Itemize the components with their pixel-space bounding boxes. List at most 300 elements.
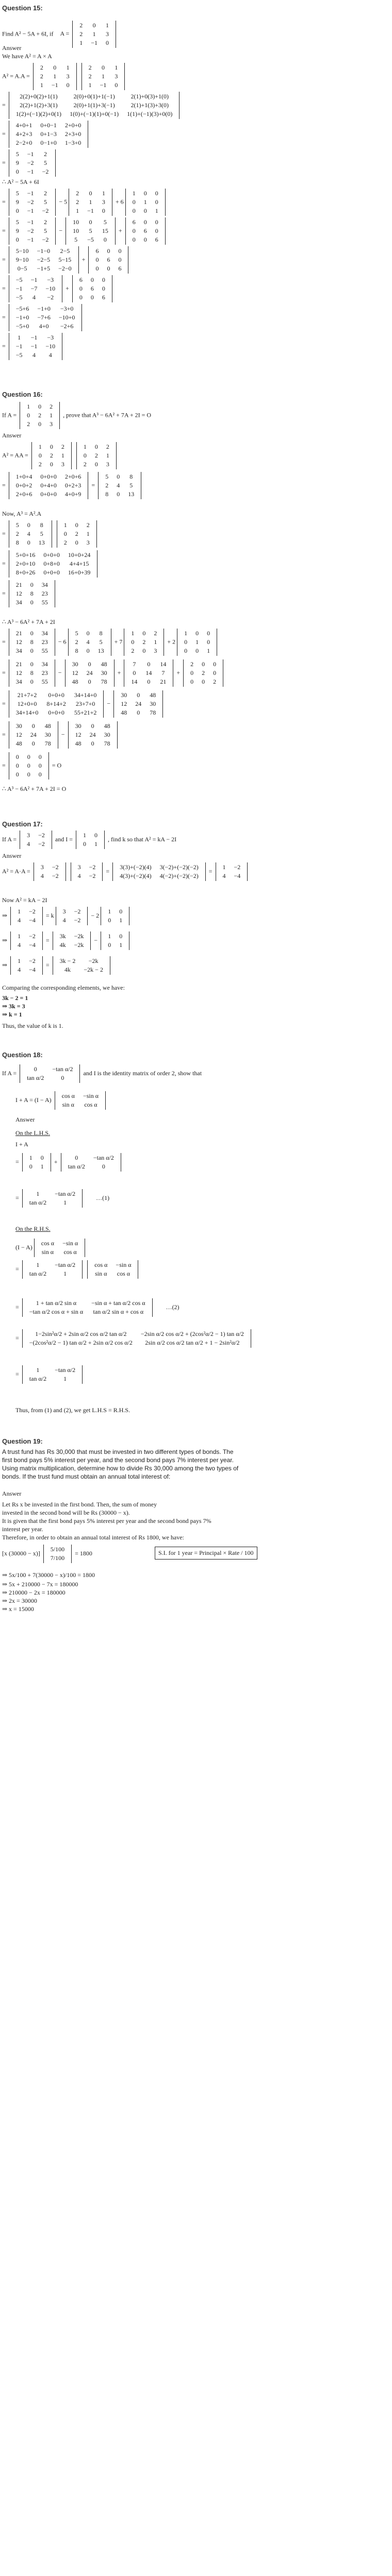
matrix-cell: 0+1−3 [40, 130, 57, 138]
matrix-cell: −1 [27, 168, 34, 175]
matrix-cell: 48 [44, 722, 51, 730]
matrix-cell: 23+7+0 [75, 700, 95, 707]
matrix-cell: 5 [103, 218, 107, 226]
matrix-cell: 2(2)+1(2)+3(1) [20, 101, 58, 109]
matrix-cell: cos α [63, 1248, 77, 1256]
q17-matrix-a-right [71, 862, 103, 881]
q19-ans-1: Let Rs x be invested in the first bond. Then, the sum of money [2, 1501, 157, 1508]
matrix-cell: 12 [15, 590, 22, 597]
q18-a-label: If A = [2, 1069, 17, 1077]
matrix-cell: 14 [131, 678, 138, 685]
matrix-cell: 4 [40, 872, 44, 879]
matrix-cell: 0 [38, 771, 42, 778]
q18-matrix-rot-2 [34, 1239, 85, 1257]
matrix-cell: 3 [106, 30, 109, 38]
matrix-cell: 8 [99, 630, 103, 637]
matrix-cell: 2+3+0 [64, 130, 81, 138]
matrix-cell: 0 [30, 599, 34, 606]
matrix-cell: −2 [27, 159, 34, 166]
q16-conclusion: ∴ A³ − 6A² + 7A + 2I = O [2, 785, 67, 792]
matrix-cell: tan α/2 [29, 1199, 47, 1206]
matrix-cell: 0 [30, 678, 34, 685]
matrix-cell: 1 [63, 521, 67, 529]
q16-matrix-square-3 [68, 629, 111, 656]
matrix-cell: 12 [75, 731, 81, 738]
q16-matrix-six-sq [65, 659, 115, 687]
matrix-cell: 0 [119, 933, 123, 940]
matrix-cell: 0 [31, 722, 35, 730]
matrix-cell: 0 [108, 917, 111, 924]
q16-step-expr: = 21 0 34 12 8 23 34 0 55 − 6 5 0 8 2 4 5 8 0 13 + 7 1 0 2 0 2 1 2 0 3 + 2 1 0 0 0 1 0 0 0 1 [2, 629, 219, 656]
q16-prompt [2, 402, 151, 429]
q18-lhs-label: On the L.H.S. [15, 1129, 50, 1137]
matrix-cell: 0 [147, 660, 151, 668]
matrix-cell: 55 [41, 599, 48, 606]
matrix-cell: 1 [222, 863, 226, 871]
matrix-cell: 1 [61, 452, 64, 459]
q17-i-label: and I = [55, 835, 73, 843]
matrix-cell: −5+6 [15, 305, 29, 312]
q17-square-label: A² = A·A = [2, 867, 30, 875]
matrix-cell: 0 [102, 285, 105, 292]
matrix-cell: 12+0+0 [17, 700, 37, 707]
matrix-cell: 5+0+16 [15, 551, 36, 558]
matrix-cell: 12 [15, 731, 22, 738]
q19-col-vector [43, 1545, 72, 1563]
matrix-cell: tan α/2 [29, 1270, 47, 1277]
matrix-cell: 0 [38, 452, 42, 459]
matrix-cell: 1 [27, 403, 30, 410]
q15-step-result: = 1 −1 −3 −1 −1 −10 −5 4 4 [2, 333, 64, 360]
matrix-cell: cos α [94, 1261, 108, 1268]
q16-prompt-text: , prove that A³ − 6A² + 7A + 2I = O [63, 411, 152, 419]
matrix-cell: 0+0+0 [43, 569, 60, 576]
q15-matrix-six-i-3 [72, 275, 112, 302]
matrix-cell: 1(0)+(−1)(1)+0(−1) [70, 110, 119, 117]
matrix-cell: 8 [15, 539, 19, 546]
q15-prompt-text: Find A² − 5A + 6I, if [2, 30, 54, 38]
matrix-cell: 4 [86, 638, 90, 646]
matrix-cell: −4 [234, 872, 241, 879]
matrix-cell: −1 [27, 150, 34, 158]
matrix-cell: 1 [184, 630, 188, 637]
matrix-cell: −1+0 [37, 305, 51, 312]
matrix-cell: −2 [52, 863, 59, 871]
matrix-cell: 5 [43, 198, 47, 206]
q16-matrix-identity [177, 629, 217, 656]
matrix-cell: 0 [75, 1154, 78, 1161]
matrix-cell: 0 [102, 1163, 105, 1170]
matrix-cell: −3+0 [60, 305, 74, 312]
matrix-cell: 1 [40, 1163, 44, 1170]
matrix-cell: 0 [207, 630, 210, 637]
q17-eq1: 3k − 2 = 1 [2, 994, 28, 1002]
question-15-heading: Question 15: [2, 4, 43, 12]
q18-ipa: I + A [15, 1141, 28, 1148]
matrix-cell: −sin α [62, 1240, 78, 1247]
matrix-cell: −sin α [83, 1092, 99, 1099]
matrix-cell: 5−10 [15, 247, 29, 255]
matrix-cell: 7 [133, 660, 136, 668]
matrix-cell: 78 [101, 678, 107, 685]
matrix-cell: 2 [76, 190, 79, 197]
matrix-cell: 0 [38, 403, 42, 410]
q17-matrix-a [20, 831, 52, 849]
matrix-cell: 0 [88, 678, 91, 685]
matrix-cell: −2 [74, 908, 81, 915]
q16-step-expr2: = 21 0 34 12 8 23 34 0 55 − 30 0 48 12 24 30 48 0 78 + 7 0 14 0 14 7 14 0 21 + 2 0 0 0 2 0 0 0 2 [2, 659, 225, 687]
matrix-cell: 0 [38, 420, 42, 428]
matrix-cell: 0 [142, 647, 146, 654]
q17-matrix-a-left [34, 862, 66, 881]
matrix-cell: 4 [18, 917, 21, 924]
matrix-cell: 0 [184, 647, 188, 654]
matrix-cell: 1 [63, 1199, 67, 1206]
matrix-cell: 5 [15, 218, 19, 226]
q17-matrix-a-2 [56, 907, 88, 925]
matrix-cell: 2 [202, 669, 205, 676]
matrix-cell: 0 [102, 207, 105, 214]
matrix-cell: 1 [40, 81, 43, 89]
matrix-cell: −(2cos²α/2 − 1) tan α/2 + 2sin α/2 cos α/2 [29, 1339, 133, 1346]
matrix-cell: cos α [41, 1240, 55, 1247]
matrix-cell: 4 [18, 941, 21, 948]
q16-matrix-cube [9, 580, 55, 607]
matrix-cell: 0 [90, 294, 94, 301]
q18-step-rhs5: = 1 −tan α/2 tan α/2 1 [15, 1365, 84, 1384]
q17-compare: Comparing the corresponding elements, we have: [2, 984, 125, 991]
matrix-cell: 0 [155, 190, 158, 197]
matrix-cell: 2 [88, 64, 92, 71]
matrix-cell: 2+0+6 [64, 473, 81, 480]
matrix-cell: 4 [77, 872, 81, 879]
matrix-cell: 2 [131, 647, 135, 654]
matrix-cell: 34 [41, 581, 48, 588]
matrix-cell: 1 [89, 198, 92, 206]
q17-thus: Thus, the value of k is 1. [2, 1022, 63, 1029]
matrix-cell: 12 [15, 669, 22, 676]
matrix-cell: 1 [94, 840, 97, 848]
matrix-cell: 0 [88, 660, 91, 668]
matrix-cell: 1 [119, 917, 123, 924]
matrix-cell: 1 [79, 39, 83, 46]
matrix-cell: 7/100 [50, 1554, 65, 1562]
matrix-cell: 2 [88, 73, 92, 80]
matrix-cell: 0 [27, 753, 30, 760]
matrix-cell: 0 [207, 638, 210, 646]
matrix-cell: 48 [104, 722, 110, 730]
q15-answer-label: Answer [2, 44, 22, 52]
matrix-cell: 2 [75, 638, 78, 646]
q18-step-rhs3: = 1 + tan α/2 sin α −sin α + tan α/2 cos α −tan α/2 cos α + sin α tan α/2 sin α + cos α …(2) [15, 1298, 179, 1317]
q16-matrix-s1 [9, 690, 104, 718]
q16-matrix-a-4 [124, 629, 164, 656]
matrix-cell: 2 [213, 678, 217, 685]
matrix-cell: 9−10 [15, 256, 29, 263]
matrix-cell: 34 [41, 660, 48, 668]
matrix-cell: 0+0+2 [15, 482, 32, 489]
matrix-cell: 0 [143, 236, 147, 243]
matrix-cell: 2 [94, 452, 98, 459]
matrix-cell: tan α/2 [27, 1074, 44, 1081]
matrix-cell: 4 [62, 917, 66, 924]
matrix-cell: 1 [83, 832, 86, 839]
q15-step-sq: = 5 −1 2 9 −2 5 0 −1 −2 [2, 149, 57, 177]
matrix-cell: 3 [61, 461, 64, 468]
q17-step-k1: ⇒ 1 −2 4 −4 = k 3 −2 4 −2 − 2 1 0 0 1 [2, 907, 131, 925]
matrix-cell: 30 [121, 691, 127, 699]
matrix-cell: 6 [107, 256, 110, 263]
matrix-cell: 0 [147, 678, 151, 685]
matrix-cell: 4k [59, 941, 66, 948]
q19-line-4: bonds. If the trust fund must obtain an annual total interest of: [2, 1473, 171, 1480]
q16-matrix-a [20, 402, 60, 429]
matrix-cell: −tan α/2 [55, 1261, 76, 1268]
matrix-cell: 3 [102, 198, 105, 206]
matrix-cell: 1 [108, 933, 111, 940]
matrix-cell: −tan α/2 [52, 1065, 73, 1073]
matrix-cell: −2 [42, 168, 49, 175]
q16-step-cubeprod: = 5+0+16 0+0+0 10+0+24 2+0+10 0+8+0 4+4+15 8+0+26 0+0+0 16+0+39 [2, 550, 99, 578]
matrix-cell: 5 [15, 150, 19, 158]
matrix-cell: 34 [41, 630, 48, 637]
matrix-cell: 0 [40, 1154, 44, 1161]
question-17-heading: Question 17: [2, 820, 43, 828]
q16-matrix-zero [9, 752, 49, 779]
matrix-cell: 8 [105, 490, 109, 498]
matrix-cell: −2 [89, 872, 96, 879]
matrix-cell: 3 [50, 420, 53, 428]
matrix-cell: 0 [75, 539, 78, 546]
matrix-cell: 0+0+0 [40, 490, 57, 498]
q16-step-cube: = 5 0 8 2 4 5 8 0 13 1 0 2 0 2 1 2 0 3 [2, 520, 99, 548]
q16-matrix-a-3 [57, 520, 97, 548]
q15-matrix-five-a [66, 217, 116, 245]
question-16-heading: Question 16: [2, 391, 43, 398]
q16-matrix-cube-3 [9, 659, 55, 687]
matrix-cell: 14 [160, 660, 167, 668]
matrix-cell: 0 [102, 276, 105, 283]
matrix-cell: 2 [40, 73, 43, 80]
q15-matrix-square-2 [9, 189, 56, 216]
matrix-cell: 8 [129, 473, 133, 480]
q18-step-lhs1: = 1 0 0 1 + 0 −tan α/2 tan α/2 0 [15, 1153, 123, 1172]
matrix-cell: 9 [15, 227, 19, 234]
matrix-cell: 3 [115, 73, 118, 80]
matrix-cell: 0 [143, 218, 147, 226]
matrix-cell: 8 [30, 669, 34, 676]
matrix-cell: 8 [30, 590, 34, 597]
q17-matrix-i-3 [101, 931, 129, 950]
matrix-cell: 0 [155, 198, 158, 206]
matrix-cell: 5 [99, 638, 103, 646]
q15-matrix-square [9, 149, 56, 177]
question-19-heading: Question 19: [2, 1437, 43, 1445]
matrix-cell: 0 [132, 227, 136, 234]
q19-si-box [155, 1547, 257, 1560]
matrix-cell: 1 [63, 1375, 67, 1382]
matrix-cell: 0 [66, 81, 70, 89]
q17-eq2: ⇒ 3k = 3 [2, 1003, 25, 1010]
matrix-cell: 0 [15, 236, 19, 243]
matrix-cell: 5 [129, 482, 133, 489]
q18-matrix-rot-3 [87, 1260, 138, 1279]
q18-answer-label: Answer [15, 1116, 35, 1123]
q16-matrix-square [98, 472, 141, 499]
q17-prompt-text: , find k so that A² = kA − 2I [107, 835, 177, 843]
matrix-cell: −1 [100, 81, 107, 89]
matrix-cell: 3(−2)+(−2)(−2) [159, 863, 199, 871]
matrix-cell: 0 [91, 722, 94, 730]
matrix-cell: −2k [74, 933, 84, 940]
q17-prompt [2, 831, 176, 849]
q15-step-square [2, 63, 126, 90]
matrix-cell: −1 [30, 343, 38, 350]
matrix-cell: −1 [91, 39, 98, 46]
matrix-cell: 0 [94, 443, 98, 450]
matrix-cell: 21 [15, 581, 22, 588]
matrix-cell: 4+0+1 [15, 122, 32, 129]
q19-eq-1800: = 1800 [75, 1549, 92, 1557]
matrix-cell: 0 [90, 276, 94, 283]
matrix-cell: 7 [161, 669, 165, 676]
matrix-cell: 2(0)+0(1)+1(−1) [73, 93, 115, 100]
q19-ans-2: invested in the second bond will be Rs (30000 − x). [2, 1509, 130, 1516]
matrix-cell: 2 [27, 420, 30, 428]
q18-matrix-r2 [22, 1329, 251, 1348]
matrix-cell: 0 [50, 461, 53, 468]
q19-step-3: ⇒ 210000 − 2x = 180000 [2, 1589, 66, 1596]
matrix-cell: 1 [108, 908, 111, 915]
matrix-cell: 3 [27, 832, 30, 839]
matrix-cell: 5 [43, 227, 47, 234]
matrix-cell: −2+6 [60, 323, 74, 330]
q19-row-vector: [x (30000 − x)] [2, 1549, 40, 1557]
matrix-cell: 24 [86, 669, 93, 676]
matrix-cell: −7 [30, 285, 38, 292]
matrix-cell: 0 [118, 247, 122, 255]
q15-matrix-sum [9, 304, 83, 331]
matrix-cell: 12 [15, 638, 22, 646]
matrix-cell: cos α [117, 1270, 130, 1277]
matrix-cell: 30 [104, 731, 110, 738]
matrix-cell: 2 [38, 461, 42, 468]
matrix-cell: 12 [121, 700, 127, 707]
q16-matrix-cube-2 [9, 629, 55, 656]
matrix-cell: 1 [106, 452, 109, 459]
q16-step-prod: = 1+0+4 0+0+0 2+0+6 0+0+2 0+4+0 0+2+3 2+0+6 0+0+0 4+0+9 = 5 0 8 2 4 5 8 0 13 [2, 472, 143, 499]
q16-matrix-square-2 [9, 520, 52, 548]
matrix-cell: −2 [29, 957, 36, 964]
q15-step-sub2: = 5 −1 2 9 −2 5 0 −1 −2 − 10 0 5 10 5 15 5 −5 0 + 6 0 0 0 6 0 0 0 6 [2, 217, 167, 245]
matrix-cell: 1 [29, 1154, 32, 1161]
matrix-cell: 21+7+2 [17, 691, 37, 699]
matrix-cell: 0 [83, 452, 87, 459]
matrix-cell: 4+0+9 [64, 490, 81, 498]
q17-step-k3: ⇒ 1 −2 4 −4 = 3k − 2 −2k 4k −2k − 2 [2, 956, 112, 975]
q18-matrix-i [22, 1153, 51, 1172]
matrix-cell: 1 [88, 81, 92, 89]
matrix-cell: 2 [79, 22, 83, 29]
matrix-cell: 4+2+3 [15, 130, 32, 138]
q17-eq3: ⇒ k = 1 [2, 1011, 22, 1018]
matrix-cell: 0+0+0 [43, 551, 60, 558]
matrix-cell: 2 [154, 630, 157, 637]
q15-matrix-a [72, 21, 116, 48]
matrix-cell: 2 [79, 30, 83, 38]
matrix-cell: 48 [150, 691, 156, 699]
matrix-cell: tan α/2 [29, 1375, 47, 1382]
matrix-cell: −tan α/2 [55, 1190, 76, 1197]
matrix-cell: −7+6 [37, 314, 51, 321]
matrix-cell: −2 [29, 908, 36, 915]
matrix-cell: −10 [45, 285, 56, 292]
matrix-cell: cos α [61, 1092, 75, 1099]
matrix-cell: 13 [38, 539, 45, 546]
matrix-cell: tan α/2 sin α + cos α [93, 1308, 144, 1315]
q17-matrix-i [76, 831, 105, 849]
matrix-cell: 0 [132, 198, 136, 206]
q15-we-have: We have A² = A × A [2, 53, 52, 60]
q16-matrix-a-right [76, 442, 117, 469]
q17-now: Now A² = kA − 2I [2, 896, 47, 904]
matrix-cell: 2 [15, 530, 19, 537]
matrix-cell: 0 [31, 740, 35, 747]
matrix-cell: 1 + tan α/2 sin α [36, 1299, 77, 1307]
matrix-cell: 0+0+0 [48, 709, 64, 716]
matrix-cell: 1 [83, 443, 87, 450]
matrix-cell: 2 [50, 452, 53, 459]
matrix-cell: 0 [101, 64, 105, 71]
q15-matrix-square-3 [9, 217, 56, 245]
matrix-cell: 0−1+0 [40, 139, 57, 146]
matrix-cell: 0+8+0 [43, 560, 60, 567]
matrix-cell: 0 [213, 669, 217, 676]
matrix-cell: 0 [75, 521, 78, 529]
q19-ans-4: interest per year. [2, 1526, 43, 1533]
matrix-cell: 2(1)+1(3)+3(0) [130, 101, 169, 109]
q17-step-k2: ⇒ 1 −2 4 −4 = 3k −2k 4k −2k − 1 0 0 1 [2, 931, 131, 950]
q19-ans-3: It is given that the first bond pays 5% interest per year and the second bond pays 7% [2, 1517, 211, 1524]
q18-step-rhs4: = 1−2sin²α/2 + 2sin α/2 cos α/2 tan α/2 −2sin α/2 cos α/2 + (2cos²α/2 − 1) tan α/2 −(2cos²α/2 − 1) tan α/2 + 2sin α/2 cos α/2 2sin α/2 cos α/2 tan α/2 + 1 − 2sin²α/2 [15, 1329, 253, 1348]
q16-step-sq [2, 442, 118, 469]
q18-prompt-1: and I is the identity matrix of order 2, show that [83, 1069, 202, 1077]
matrix-cell: 6 [102, 294, 105, 301]
matrix-cell: 2sin α/2 cos α/2 tan α/2 + 1 − 2sin²α/2 [145, 1339, 240, 1346]
matrix-cell: 6 [118, 265, 122, 272]
matrix-cell: 2 [61, 443, 64, 450]
matrix-cell: 23 [41, 590, 48, 597]
matrix-cell: 0 [155, 218, 158, 226]
matrix-cell: 0 [30, 660, 34, 668]
matrix-cell: 4 [222, 872, 226, 879]
matrix-cell: 6 [132, 218, 136, 226]
matrix-cell: −1 [30, 276, 38, 283]
matrix-cell: 55 [41, 678, 48, 685]
q19-step-1: ⇒ 5x/100 + 7(30000 − x)/100 = 1800 [2, 1571, 95, 1579]
matrix-cell: 34 [15, 678, 22, 685]
matrix-cell: 48 [15, 740, 22, 747]
matrix-cell: −2−0 [58, 265, 72, 272]
q16-matrix-s2 [9, 721, 58, 749]
matrix-cell: 1 [76, 207, 79, 214]
matrix-cell: 2−2+0 [15, 139, 32, 146]
matrix-cell: 0+0+0 [40, 473, 57, 480]
q18-prompt [2, 1064, 202, 1083]
matrix-cell: sin α [41, 1248, 54, 1256]
matrix-cell: 13 [128, 490, 135, 498]
matrix-cell: 2(0)+1(1)+3(−1) [73, 101, 115, 109]
